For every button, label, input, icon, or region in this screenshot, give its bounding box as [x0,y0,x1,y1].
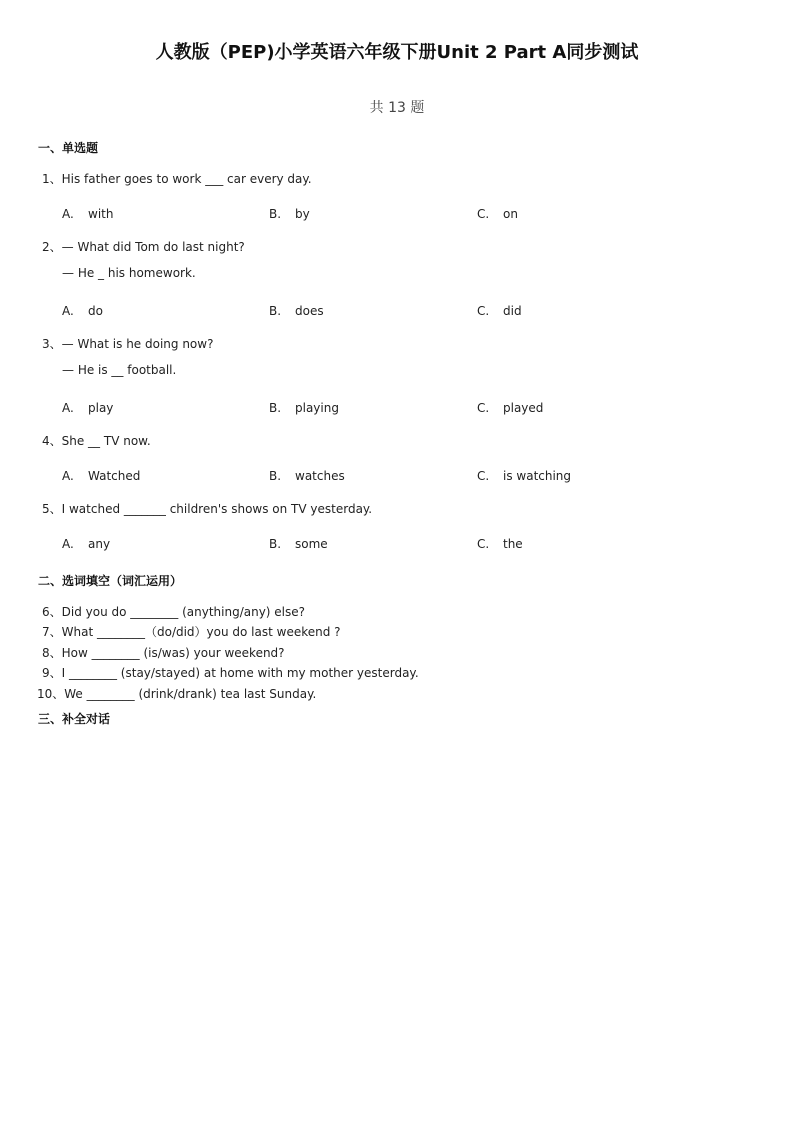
question-7-stem: 7、What ________（do/did）you do last weekend ? [42,625,341,639]
option-text: the [503,537,523,551]
question-2-stem: 2、— What did Tom do last night? [42,240,245,254]
page-title: 人教版（PEP)小学英语六年级下册Unit 2 Part A同步测试 [155,42,639,63]
option-letter: A. [62,207,74,221]
question-2-option-c[interactable] [477,304,522,318]
question-4-option-a[interactable] [62,469,140,483]
question-1-option-c[interactable] [477,207,518,221]
option-letter: C. [477,401,490,415]
question-2-stem-line-2: — He _ his homework. [62,266,196,280]
question-6-stem: 6、Did you do ________ (anything/any) else? [42,605,306,619]
question-3-stem-line-2: — He is __ football. [62,363,177,377]
question-3-option-c[interactable] [477,401,543,415]
option-letter: C. [477,207,490,221]
option-letter: C. [477,469,490,483]
option-letter: A. [62,469,74,483]
question-4-option-b[interactable] [269,469,345,483]
option-letter: B. [269,304,282,318]
option-text: does [295,304,324,318]
question-10-stem: 10、We ________ (drink/drank) tea last Sunday. [37,687,317,701]
section-heading-fill-in: 二、选词填空（词汇运用） [38,574,183,588]
option-text: with [88,207,114,221]
option-text: played [503,401,544,415]
question-5-option-b[interactable] [269,537,328,551]
question-2-option-b[interactable] [269,304,324,318]
question-4-option-c[interactable] [477,469,571,483]
option-letter: A. [62,401,74,415]
option-text: playing [295,401,339,415]
question-9-stem: 9、I ________ (stay/stayed) at home with my mother yesterday. [42,666,419,680]
option-letter: B. [269,207,282,221]
option-text: watches [295,469,345,483]
option-text: play [88,401,114,415]
section-heading-dialogue: 三、补全对话 [38,712,111,726]
question-5-stem: 5、I watched _______ children's shows on TV yesterday. [42,502,373,516]
option-letter: C. [477,537,490,551]
option-letter: B. [269,469,282,483]
section-heading-single-choice: 一、单选题 [38,141,99,155]
question-5-option-c[interactable] [477,537,523,551]
option-letter: A. [62,304,74,318]
question-3-option-a[interactable] [62,401,113,415]
question-5-option-a[interactable] [62,537,110,551]
option-text: is watching [503,469,572,483]
option-text: Watched [88,469,141,483]
option-text: do [88,304,103,318]
question-1-option-b[interactable] [269,207,310,221]
question-3-option-b[interactable] [269,401,339,415]
question-1-option-a[interactable] [62,207,113,221]
question-2-option-a[interactable] [62,304,103,318]
option-text: on [503,207,518,221]
option-letter: B. [269,537,282,551]
option-letter: B. [269,401,282,415]
question-count: 共 13 题 [369,100,425,116]
option-letter: A. [62,537,74,551]
question-3-stem: 3、— What is he doing now? [42,337,214,351]
question-4-stem: 4、She __ TV now. [42,434,151,448]
question-1-stem: 1、His father goes to work ___ car every day. [42,172,312,186]
option-letter: C. [477,304,490,318]
option-text: some [295,537,328,551]
question-8-stem: 8、How ________ (is/was) your weekend? [42,646,285,660]
option-text: did [503,304,522,318]
option-text: by [295,207,310,221]
option-text: any [88,537,111,551]
